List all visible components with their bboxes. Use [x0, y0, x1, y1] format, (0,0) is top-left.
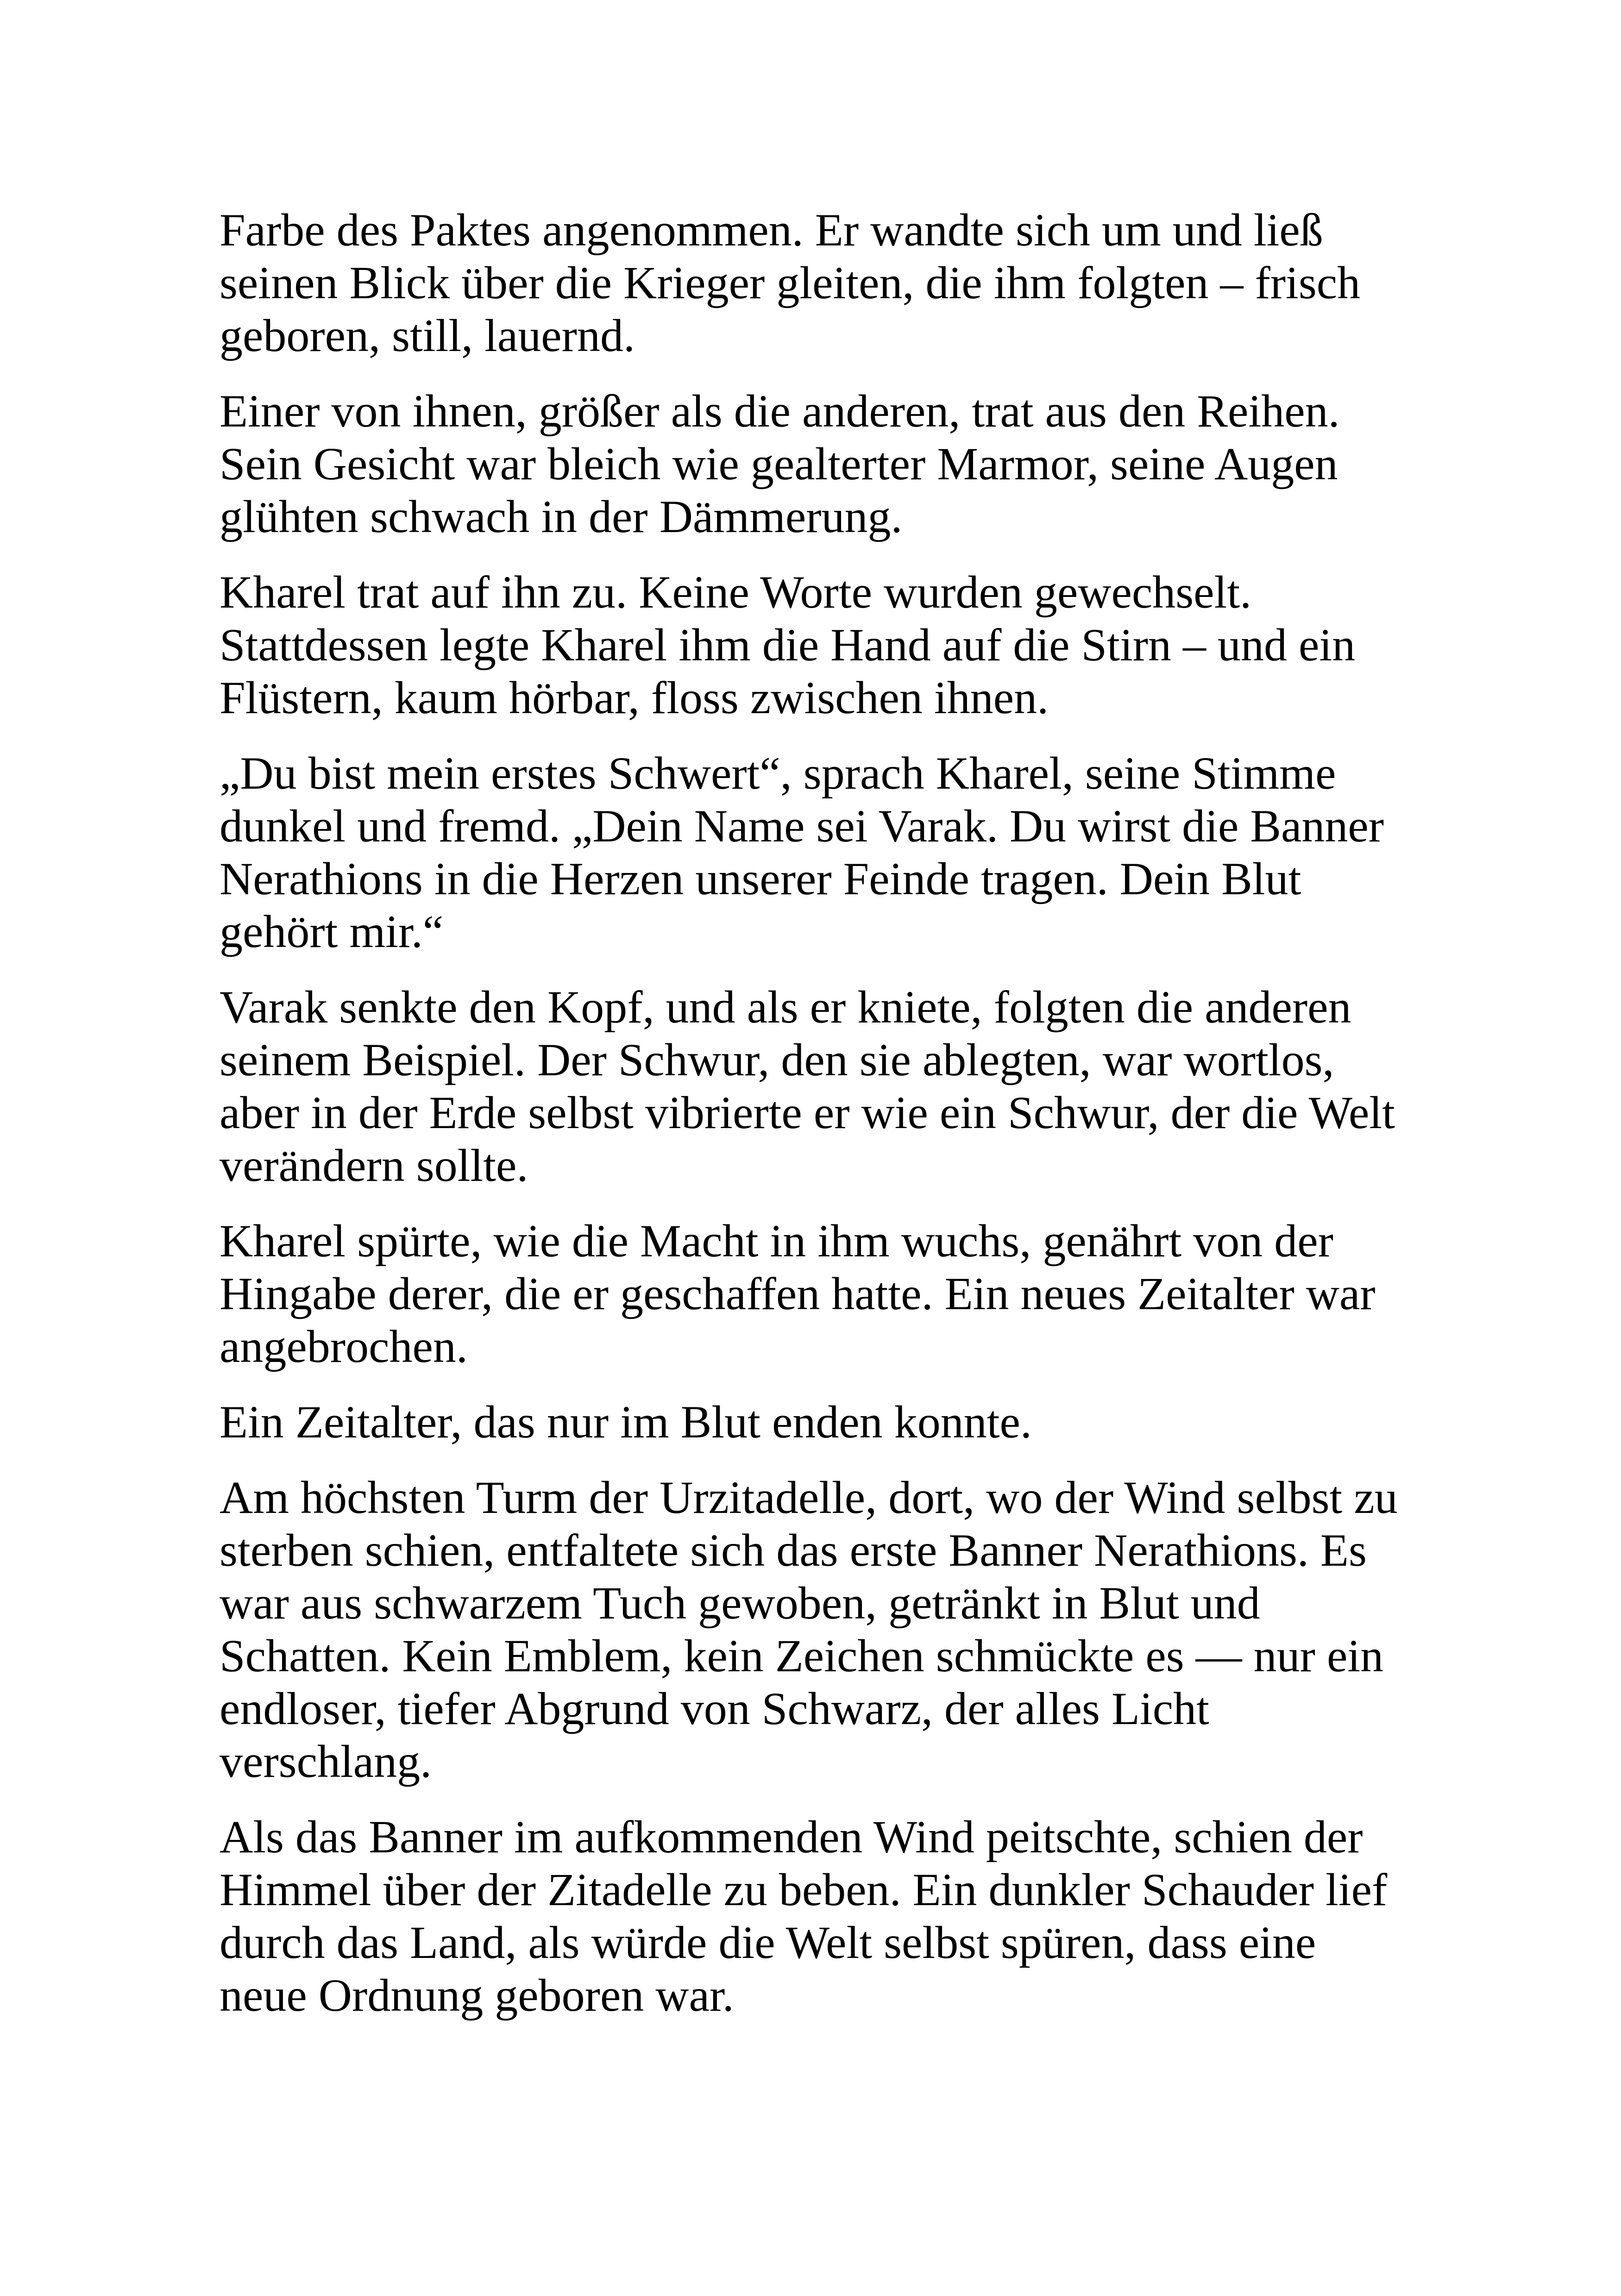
text-line: verschlang. [220, 1736, 432, 1787]
text-line: Varak senkte den Kopf, und als er kniete, folgten die anderen [220, 981, 1351, 1033]
text-line: Ein Zeitalter, das nur im Blut enden konnte. [220, 1396, 1032, 1448]
text-line: aber in der Erde selbst vibrierte er wie ein Schwur, der die Welt [220, 1087, 1395, 1138]
paragraph-9 [220, 1811, 1470, 2022]
text-line: seinem Beispiel. Der Schwur, den sie ablegten, war wortlos, [220, 1034, 1334, 1085]
text-line: neue Ordnung geboren war. [220, 1970, 734, 2021]
text-line: glühten schwach in der Dämmerung. [220, 491, 903, 542]
body-text [220, 204, 1470, 2045]
text-line: dunkel und fremd. „Dein Name sei Varak. Du wirst die Banner [220, 800, 1384, 852]
paragraph-8 [220, 1471, 1470, 1788]
text-line: Flüstern, kaum hörbar, floss zwischen ihnen. [220, 672, 1049, 723]
text-line: Sein Gesicht war bleich wie gealterter Marmor, seine Augen [220, 438, 1338, 489]
paragraph-3 [220, 566, 1470, 724]
text-line: Als das Banner im aufkommenden Wind peitschte, schien der [220, 1811, 1363, 1863]
text-line: endloser, tiefer Abgrund von Schwarz, der alles Licht [220, 1683, 1209, 1734]
text-line: verändern sollte. [220, 1140, 528, 1191]
text-line: gehört mir.“ [220, 906, 444, 957]
text-line: Schatten. Kein Emblem, kein Zeichen schmückte es — nur ein [220, 1630, 1384, 1681]
text-line: Einer von ihnen, größer als die anderen, trat aus den Reihen. [220, 385, 1340, 437]
paragraph-4 [220, 747, 1470, 958]
paragraph-5 [220, 981, 1470, 1192]
paragraph-2 [220, 385, 1470, 543]
text-line: Farbe des Paktes angenommen. Er wandte sich um und ließ [220, 204, 1323, 256]
text-line: Hingabe derer, die er geschaffen hatte. Ein neues Zeitalter war [220, 1268, 1376, 1319]
paragraph-7 [220, 1396, 1470, 1449]
text-line: durch das Land, als würde die Welt selbst spüren, dass eine [220, 1917, 1316, 1968]
text-line: „Du bist mein erstes Schwert“, sprach Kharel, seine Stimme [220, 747, 1336, 799]
paragraph-6 [220, 1215, 1470, 1373]
text-line: Am höchsten Turm der Urzitadelle, dort, wo der Wind selbst zu [220, 1472, 1398, 1523]
text-line: geboren, still, lauernd. [220, 310, 635, 361]
text-line: Nerathions in die Herzen unserer Feinde tragen. Dein Blut [220, 853, 1301, 904]
text-line: Kharel trat auf ihn zu. Keine Worte wurden gewechselt. [220, 566, 1252, 618]
paragraph-1 [220, 204, 1470, 362]
text-line: Stattdessen legte Kharel ihm die Hand auf die Stirn – und ein [220, 619, 1356, 671]
text-line: seinen Blick über die Krieger gleiten, die ihm folgten – frisch [220, 257, 1361, 308]
text-line: Himmel über der Zitadelle zu beben. Ein dunkler Schauder lief [220, 1864, 1388, 1915]
text-line: Kharel spürte, wie die Macht in ihm wuchs, genährt von der [220, 1215, 1333, 1267]
text-line: angebrochen. [220, 1321, 468, 1372]
text-line: war aus schwarzem Tuch gewoben, getränkt in Blut und [220, 1577, 1260, 1629]
text-line: sterben schien, entfaltete sich das erste Banner Nerathions. Es [220, 1524, 1367, 1576]
